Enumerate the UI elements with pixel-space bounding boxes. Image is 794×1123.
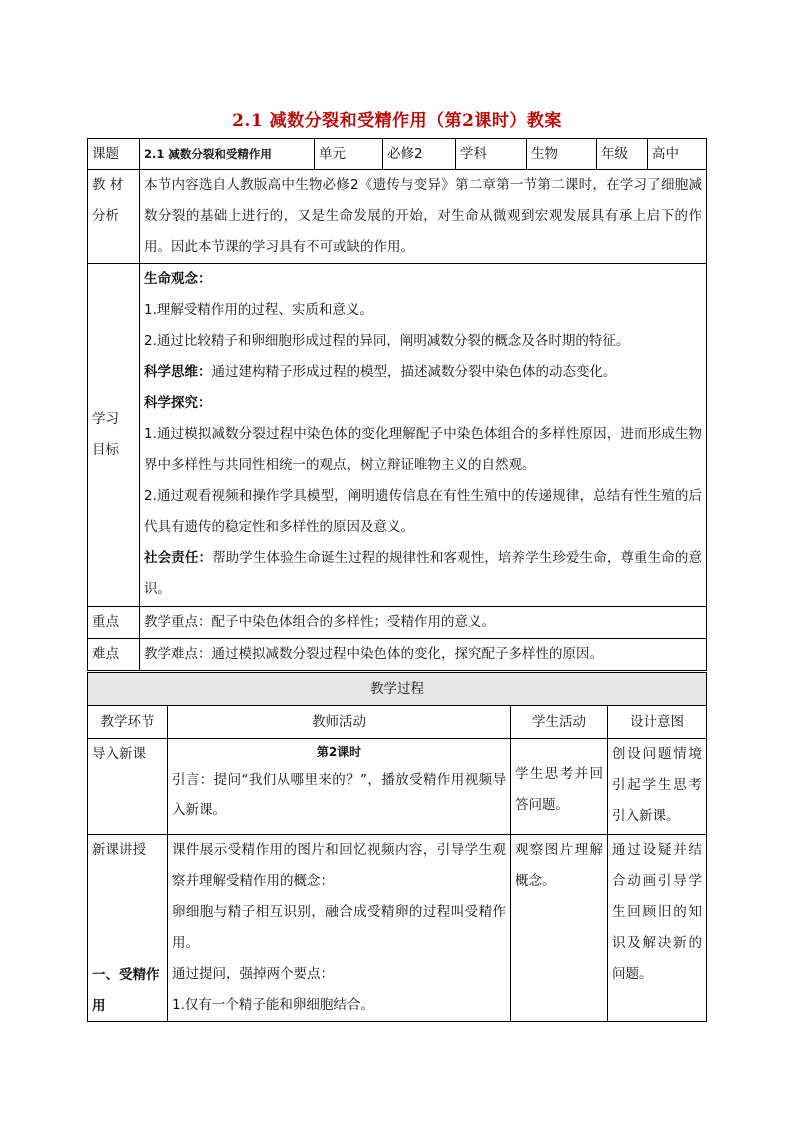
goal-social-text: 帮助学生体验生命诞生过程的规律性和客观性，培养学生珍爱生命，尊重生命的意识。 — [144, 550, 702, 597]
stage-new-label: 新课讲授 — [92, 842, 146, 858]
info-row-key — [88, 607, 707, 639]
label-analysis-line2: 分析 — [92, 208, 119, 224]
table-row — [88, 835, 707, 1022]
stage-new — [88, 835, 168, 1022]
teacher-new — [168, 835, 511, 1022]
grade-value: 高中 — [648, 139, 707, 170]
page-title: 2.1 减数分裂和受精作用（第2课时）教案 — [232, 111, 562, 131]
process-banner-row — [88, 673, 707, 706]
process-header-row — [88, 706, 707, 739]
info-row-goals — [88, 264, 707, 607]
label-topic: 课题 — [88, 139, 140, 170]
topic-value: 2.1 减数分裂和受精作用 — [140, 139, 315, 170]
info-row-difficult — [88, 639, 707, 671]
label-goals-line1: 学习 — [92, 411, 119, 427]
teacher-new-2: 卵细胞与精子相互识别，融合成受精卵的过程叫受精作用。 — [172, 904, 506, 951]
intent-intro: 创设问题情境引起学生思考引入新课。 — [608, 739, 707, 835]
stage-new-sub: 一、受精作用 — [92, 967, 160, 1014]
difficult-text: 教学难点：通过模拟减数分裂过程中染色体的变化，探究配子多样性的原因。 — [140, 639, 707, 671]
teacher-intro — [168, 739, 511, 835]
goal-inquiry-1: 1.通过模拟减数分裂过程中染色体的变化理解配子中染色体组合的多样性原因，进而形成生物界中多样性与共同性相统一的观点，树立辩证唯物主义的自然观。 — [144, 426, 702, 473]
label-goals-line2: 目标 — [92, 442, 119, 458]
lesson-info-table — [87, 138, 707, 671]
goal-inquiry-2: 2.通过观看视频和操作学具模型，阐明遗传信息在有性生殖中的传递规律，总结有性生殖的后代具有遗传的稳定性和多样性的原因及意义。 — [144, 488, 702, 535]
goal-life-1: 1.理解受精作用的过程、实质和意义。 — [144, 302, 373, 318]
label-analysis — [88, 170, 140, 264]
goal-social — [144, 543, 702, 605]
label-analysis-line1: 教 材 — [92, 177, 124, 193]
goals-text — [140, 264, 707, 607]
teacher-new-3: 通过提问，强掉两个要点： — [172, 966, 334, 982]
label-key: 重点 — [88, 607, 140, 639]
label-goals — [88, 264, 140, 607]
header-stage: 教学环节 — [88, 706, 168, 739]
student-intro: 学生思考并回答问题。 — [511, 739, 608, 835]
label-grade: 年级 — [597, 139, 648, 170]
label-difficult: 难点 — [88, 639, 140, 671]
info-row-basic — [88, 139, 707, 170]
header-teacher: 教师活动 — [168, 706, 511, 739]
key-text: 教学重点：配子中染色体组合的多样性；受精作用的意义。 — [140, 607, 707, 639]
subject-value: 生物 — [527, 139, 597, 170]
teacher-new-4: 1.仅有一个精子能和卵细胞结合。 — [172, 997, 374, 1013]
teacher-intro-title: 第2课时 — [316, 745, 362, 759]
student-new: 观察图片理解概念。 — [511, 835, 608, 1022]
unit-value: 必修2 — [383, 139, 456, 170]
header-intent: 设计意图 — [608, 706, 707, 739]
intent-new: 通过设疑并结合动画引导学生回顾旧的知识及解决新的问题。 — [608, 835, 707, 1022]
label-unit: 单元 — [315, 139, 383, 170]
goal-inquiry-title: 科学探究： — [144, 395, 212, 411]
info-row-analysis — [88, 170, 707, 264]
analysis-text: 本节内容选自人教版高中生物必修2《遗传与变异》第二章第一节第二课时，在学习了细胞减数分裂的基础上进行的，又是生命发展的开始，对生命从微观到宏观发展具有承上启下的作用。因此本节课的学习具有不可或缺的作用。 — [140, 170, 707, 264]
label-subject: 学科 — [456, 139, 527, 170]
goal-thinking-title: 科学思维： — [144, 364, 212, 380]
goal-social-title: 社会责任： — [144, 550, 213, 566]
goal-thinking — [144, 357, 702, 388]
header-student: 学生活动 — [511, 706, 608, 739]
goal-thinking-text: 通过建构精子形成过程的模型，描述减数分裂中染色体的动态变化。 — [211, 364, 617, 380]
process-banner: 教学过程 — [88, 673, 707, 706]
teacher-new-1: 课件展示受精作用的图片和回忆视频内容，引导学生观察并理解受精作用的概念： — [172, 842, 506, 889]
goal-life-2: 2.通过比较精子和卵细胞形成过程的异同，阐明减数分裂的概念及各时期的特征。 — [144, 333, 630, 349]
teacher-intro-text: 引言：提问“我们从哪里来的？”，播放受精作用视频导入新课。 — [172, 772, 506, 818]
stage-intro: 导入新课 — [88, 739, 168, 835]
table-row — [88, 739, 707, 835]
teaching-process-table — [87, 672, 707, 1022]
goal-life-title: 生命观念： — [144, 271, 212, 287]
